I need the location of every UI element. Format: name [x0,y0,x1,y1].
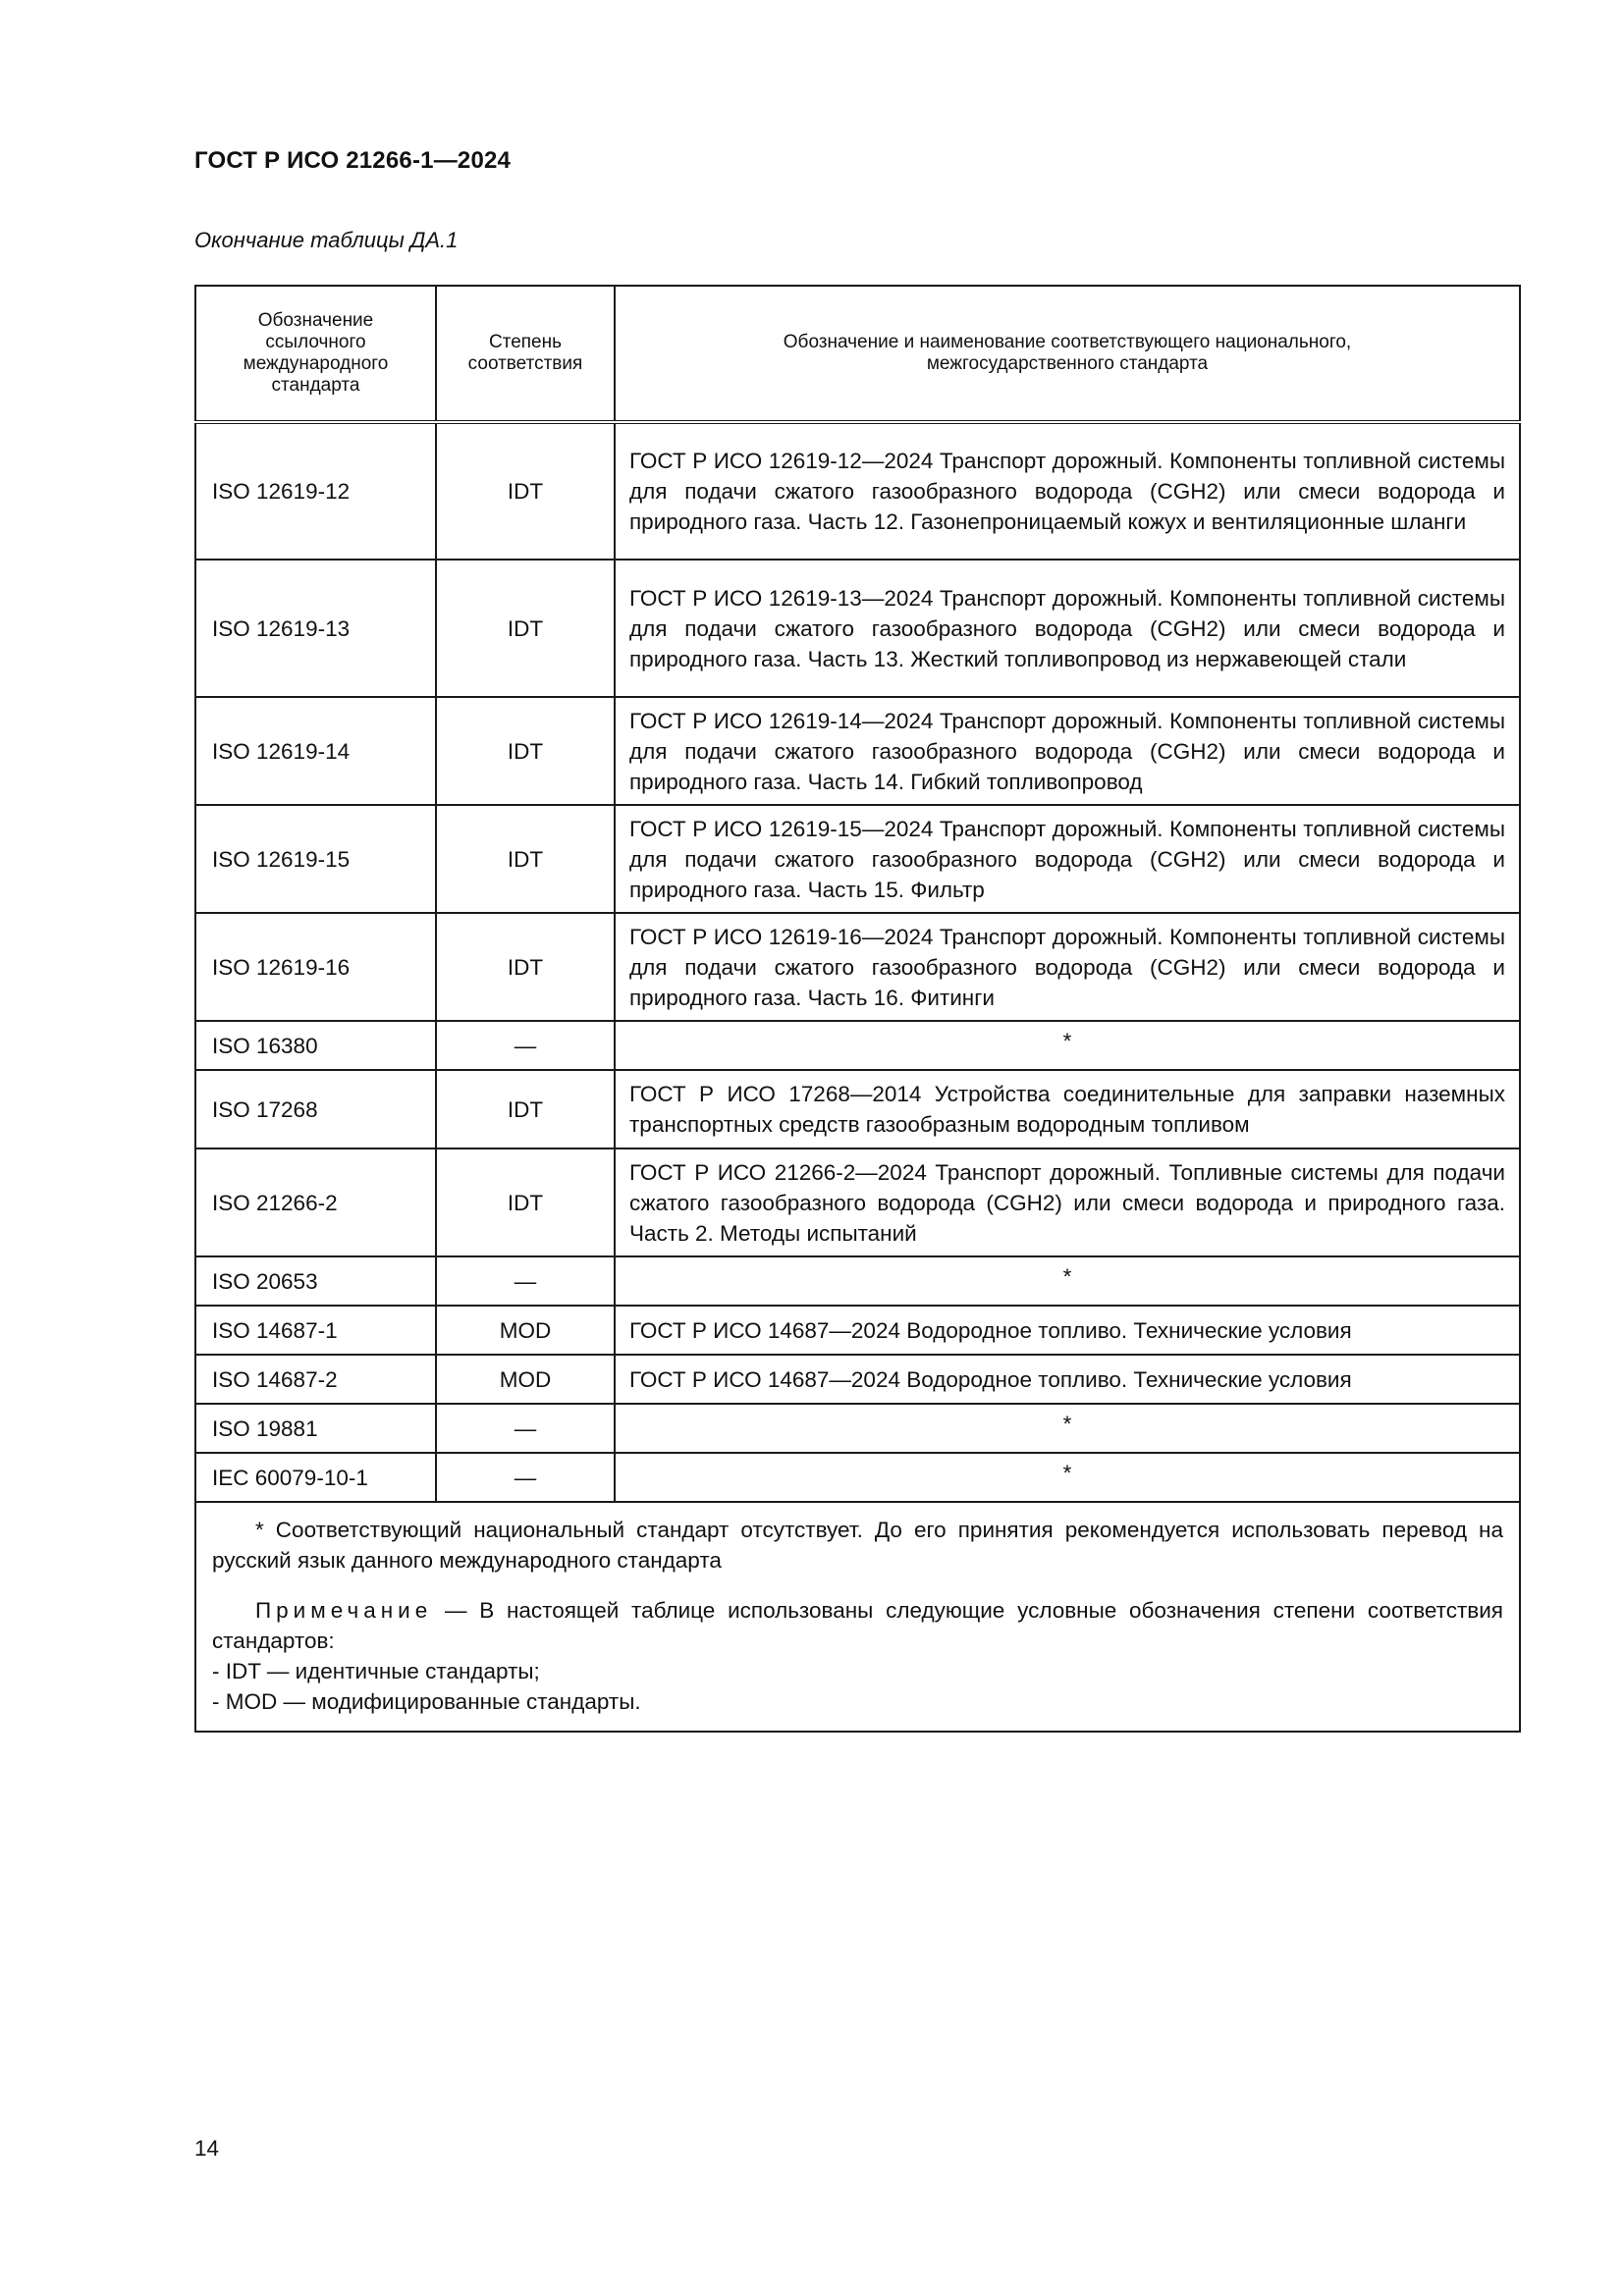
degree-cell: IDT [436,560,615,697]
table-row [195,1453,1520,1502]
reference-cell: ISO 21266-2 [195,1148,436,1256]
degree-cell: IDT [436,805,615,913]
standards-table [194,285,1521,1733]
table-row [195,422,1520,560]
national-standard-cell: * [615,1021,1520,1070]
degree-cell: IDT [436,422,615,560]
note [212,1595,1503,1656]
reference-cell: ISO 12619-16 [195,913,436,1021]
table-caption: Окончание таблицы ДА.1 [194,228,459,252]
table-row [195,1404,1520,1453]
table-row [195,1306,1520,1355]
national-standard-cell: * [615,1404,1520,1453]
footnote: * Соответствующий национальный стандарт отсутствует. До его принятия рекомендуется использовать перевод на русский язык данного международного стандарта [212,1518,1503,1573]
national-standard-cell: ГОСТ Р ИСО 14687—2024 Водородное топливо. Технические условия [615,1306,1520,1355]
document-header: ГОСТ Р ИСО 21266-1—2024 [194,147,512,174]
reference-cell: ISO 12619-12 [195,422,436,560]
national-standard-cell: ГОСТ Р ИСО 12619-16—2024 Транспорт дорожный. Компоненты топливной системы для подачи сжатого газообразного водорода (CGH2) или смеси водорода и природного газа. Часть 16. Фитинги [615,913,1520,1021]
national-standard-cell: * [615,1453,1520,1502]
column-header-degree: Степень соответствия [436,286,615,422]
table-row [195,1148,1520,1256]
reference-cell: ISO 17268 [195,1070,436,1148]
table-row [195,1355,1520,1404]
degree-cell: IDT [436,913,615,1021]
table-row [195,1070,1520,1148]
degree-cell: MOD [436,1355,615,1404]
reference-cell: IEC 60079-10-1 [195,1453,436,1502]
national-standard-cell: ГОСТ Р ИСО 21266-2—2024 Транспорт дорожный. Топливные системы для подачи сжатого газообразного водорода (CGH2) или смеси водорода и природного газа. Часть 2. Методы испытаний [615,1148,1520,1256]
reference-cell: ISO 14687-2 [195,1355,436,1404]
national-standard-cell: ГОСТ Р ИСО 12619-12—2024 Транспорт дорожный. Компоненты топливной системы для подачи сжатого газообразного водорода (CGH2) или смеси водорода и природного газа. Часть 12. Газонепроницаемый кожух и вентиляционные шланги [615,422,1520,560]
table-body [195,422,1520,1732]
degree-cell: IDT [436,1148,615,1256]
reference-cell: ISO 20653 [195,1256,436,1306]
reference-cell: ISO 12619-14 [195,697,436,805]
table-row [195,560,1520,697]
table-row [195,1256,1520,1306]
national-standard-cell: ГОСТ Р ИСО 17268—2014 Устройства соединительные для заправки наземных транспортных средств газообразным водородным топливом [615,1070,1520,1148]
national-standard-cell: ГОСТ Р ИСО 12619-14—2024 Транспорт дорожный. Компоненты топливной системы для подачи сжатого газообразного водорода (CGH2) или смеси водорода и природного газа. Часть 14. Гибкий топливопровод [615,697,1520,805]
national-standard-cell: ГОСТ Р ИСО 12619-15—2024 Транспорт дорожный. Компоненты топливной системы для подачи сжатого газообразного водорода (CGH2) или смеси водорода и природного газа. Часть 15. Фильтр [615,805,1520,913]
table-row [195,697,1520,805]
table-header-row [195,286,1520,422]
degree-cell: MOD [436,1306,615,1355]
footnote-cell [195,1502,1520,1732]
reference-cell: ISO 12619-13 [195,560,436,697]
national-standard-cell: ГОСТ Р ИСО 12619-13—2024 Транспорт дорожный. Компоненты топливной системы для подачи сжатого газообразного водорода (CGH2) или смеси водорода и природного газа. Часть 13. Жесткий топливопровод из нержавеющей стали [615,560,1520,697]
degree-cell: — [436,1021,615,1070]
reference-cell: ISO 16380 [195,1021,436,1070]
degree-cell: — [436,1256,615,1306]
table-row [195,1021,1520,1070]
reference-cell: ISO 12619-15 [195,805,436,913]
table-row [195,913,1520,1021]
note-item: - IDT — идентичные стандарты; [212,1659,540,1683]
note-label: Примечание [255,1598,433,1623]
page-number: 14 [194,2136,220,2161]
table-row [195,805,1520,913]
footnote-row [195,1502,1520,1732]
national-standard-cell: ГОСТ Р ИСО 14687—2024 Водородное топливо. Технические условия [615,1355,1520,1404]
national-standard-cell: * [615,1256,1520,1306]
note-item: - MOD — модифицированные стандарты. [212,1689,641,1714]
degree-cell: IDT [436,1070,615,1148]
reference-cell: ISO 19881 [195,1404,436,1453]
note-text: — В настоящей таблице использованы следующие условные обозначения степени соответствия стандартов: [212,1598,1503,1653]
reference-cell: ISO 14687-1 [195,1306,436,1355]
degree-cell: — [436,1453,615,1502]
degree-cell: IDT [436,697,615,805]
column-header-reference: Обозначение ссылочного международного стандарта [195,286,436,422]
column-header-national: Обозначение и наименование соответствующего национального, межгосударственного стандарта [615,286,1520,422]
degree-cell: — [436,1404,615,1453]
